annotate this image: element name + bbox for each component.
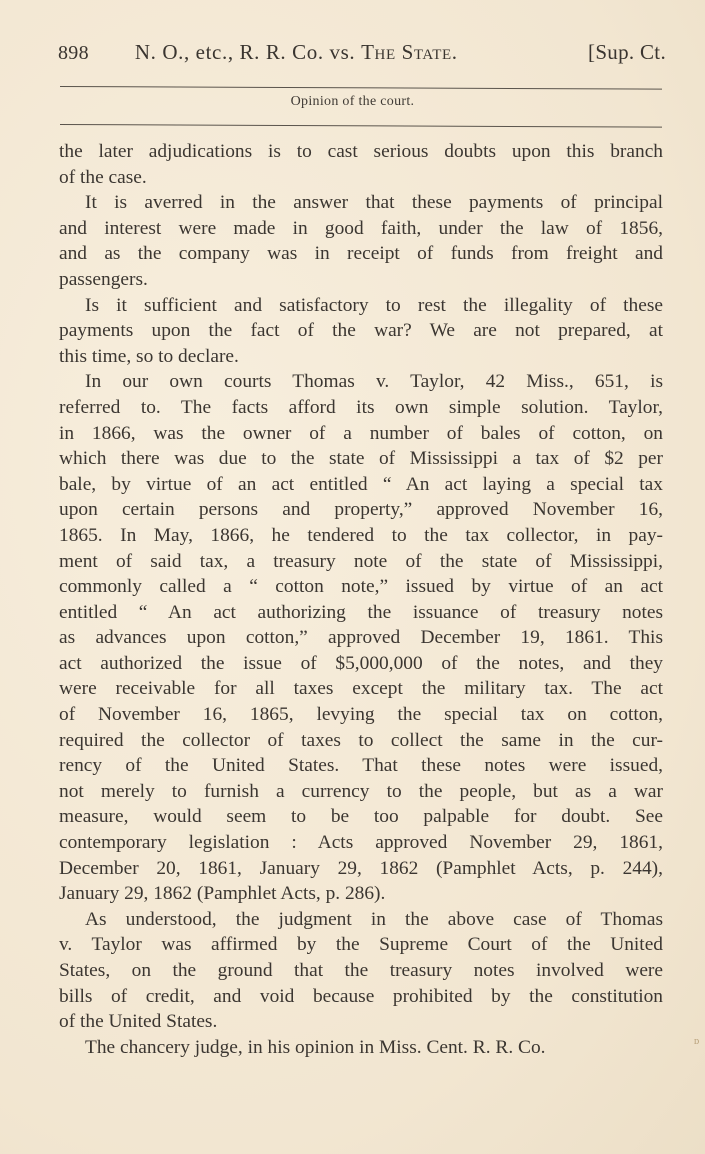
text-line: commonly called a “ cotton note,” issued by virtue of an act <box>59 576 663 598</box>
text-line: In our own courts Thomas v. Taylor, 42 Miss., 651, is <box>85 371 663 393</box>
text-line: States, on the ground that the treasury notes involved were <box>59 960 663 981</box>
text-line: were receivable for all taxes except the military tax. The act <box>59 678 663 700</box>
running-title-case: N. O., etc., R. R. Co. vs. <box>134 40 362 64</box>
text-line: It is averred in the answer that these payments of principal <box>85 192 663 214</box>
section-label: Opinion of the court. <box>290 94 415 109</box>
text-line: v. Taylor was affirmed by the Supreme Court of the United <box>59 934 663 956</box>
text-line: referred to. The facts afford its own simple solution. Taylor, <box>59 396 663 418</box>
text-line: as advances upon cotton,” approved December 19, 1861. This <box>59 627 663 649</box>
text-line: passengers. <box>59 268 148 290</box>
text-line: and as the company was in receipt of funds from freight and <box>59 243 663 265</box>
text-line: Is it sufficient and satisfactory to rest the illegality of these <box>85 294 663 316</box>
text-line: January 29, 1862 (Pamphlet Acts, p. 286). <box>59 883 386 905</box>
text-line: measure, would seem to be too palpable for doubt. See <box>59 806 663 828</box>
text-line: rency of the United States. That these notes were issued, <box>59 755 663 777</box>
text-line: of November 16, 1865, levying the special tax on cotton, <box>59 704 663 726</box>
text-line: bale, by virtue of an act entitled “ An act laying a special tax <box>59 473 663 495</box>
running-header <box>58 40 666 65</box>
text-line: the later adjudications is to cast serious doubts upon this branch <box>59 141 663 162</box>
text-line: The chancery judge, in his opinion in Miss. Cent. R. R. Co. <box>85 1036 546 1058</box>
text-line: act authorized the issue of $5,000,000 of the notes, and they <box>59 652 663 674</box>
text-line: and interest were made in good faith, under the law of 1856, <box>59 217 663 239</box>
text-line: of the case. <box>59 166 147 188</box>
page-number: 898 <box>58 42 89 64</box>
text-line: upon certain persons and property,” approved November 16, <box>59 499 663 521</box>
margin-mark: ᴅ <box>694 1036 700 1047</box>
text-line: this time, so to declare. <box>59 345 239 367</box>
text-line: entitled “ An act authorizing the issuance of treasury notes <box>59 601 663 623</box>
text-line: ment of said tax, a treasury note of the state of Mississippi, <box>59 550 663 572</box>
paragraph <box>59 139 663 190</box>
text-line: December 20, 1861, January 29, 1862 (Pamphlet Acts, p. 244), <box>59 857 663 879</box>
text-line: payments upon the fact of the war? We are not prepared, at <box>59 320 663 342</box>
paragraph <box>59 369 663 906</box>
paragraph <box>59 190 663 292</box>
text-line: 1865. In May, 1866, he tendered to the tax collector, in pay- <box>59 524 663 546</box>
text-line: which there was due to the state of Mississippi a tax of $2 per <box>59 448 663 470</box>
running-title-party: The State <box>361 40 452 64</box>
paragraph <box>59 907 663 1035</box>
paragraph <box>59 293 663 370</box>
text-line: not merely to furnish a currency to the people, but as a war <box>59 780 663 802</box>
header-rule-top <box>60 86 662 90</box>
text-line: bills of credit, and void because prohibited by the constitution <box>59 985 663 1007</box>
running-title-period: . <box>451 40 458 64</box>
text-line: required the collector of taxes to collect the same in the cur- <box>59 729 663 751</box>
paragraph <box>59 1035 663 1061</box>
court-label: [Sup. Ct. <box>588 40 666 64</box>
text-line: As understood, the judgment in the above case of Thomas <box>85 908 663 930</box>
opinion-body <box>59 139 663 1060</box>
running-title <box>135 40 458 65</box>
text-line: in 1866, was the owner of a number of bales of cotton, on <box>59 422 663 444</box>
text-line: contemporary legislation : Acts approved November 29, 1861, <box>59 832 663 854</box>
header-rule-bottom <box>60 124 662 128</box>
text-line: of the United States. <box>59 1011 218 1033</box>
